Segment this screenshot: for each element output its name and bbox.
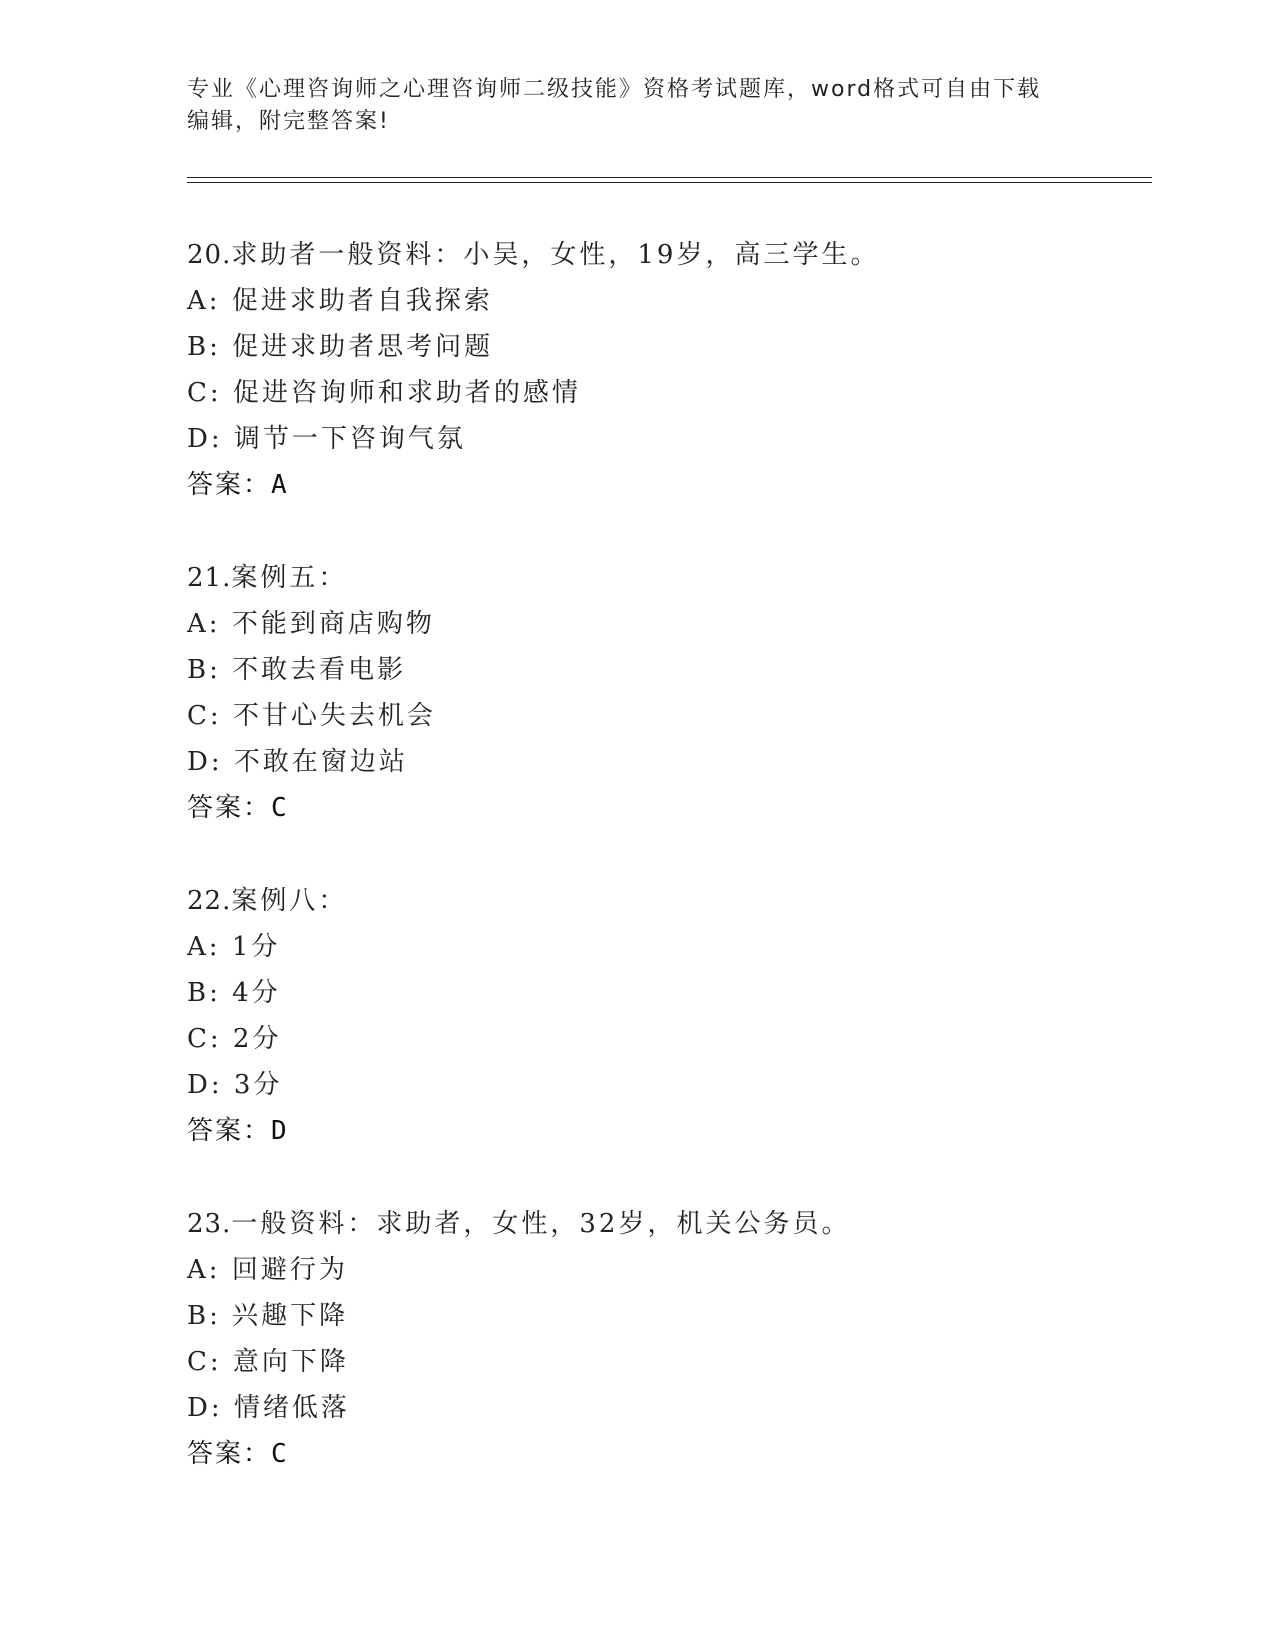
header-divider-bottom [187,182,1152,183]
question-23 [187,1201,1147,1477]
question-number: 21. [187,563,232,593]
option-text: 1分 [231,932,281,962]
question-number: 22. [187,886,232,916]
answer [187,1431,1147,1477]
question-stem [187,232,1147,278]
question-text: 案例五： [231,563,348,593]
option-label: A: [187,932,221,962]
option-label: C: [187,701,222,731]
option-text: 调节一下咨询气氛 [233,424,466,454]
option-d [187,739,1147,785]
option-a [187,924,1147,970]
answer-value: C [271,1439,287,1469]
option-a [187,1247,1147,1293]
option-d [187,1385,1147,1431]
option-b [187,647,1147,693]
document-header [187,74,1087,138]
option-c [187,1339,1147,1385]
option-text: 不敢去看电影 [232,655,407,685]
question-20 [187,232,1147,508]
option-text: 2分 [232,1024,282,1054]
option-label: D: [187,747,223,777]
option-c [187,1016,1147,1062]
option-text: 回避行为 [231,1255,348,1285]
option-b [187,1293,1147,1339]
answer [187,1108,1147,1154]
option-a [187,601,1147,647]
question-stem [187,1201,1147,1247]
question-list [187,232,1147,1524]
option-text: 促进求助者自我探索 [231,286,493,316]
option-c [187,370,1147,416]
option-label: A: [187,286,221,316]
answer-value: C [271,793,287,823]
question-stem [187,555,1147,601]
question-text: 案例八： [231,886,348,916]
option-label: D: [187,424,223,454]
option-text: 不敢在窗边站 [233,747,408,777]
option-d [187,1062,1147,1108]
option-label: D: [187,1070,223,1100]
option-text: 意向下降 [232,1347,349,1377]
answer [187,462,1147,508]
option-b [187,970,1147,1016]
option-label: B: [187,655,221,685]
option-label: D: [187,1393,223,1423]
answer-label: 答案： [187,1439,272,1469]
question-stem [187,878,1147,924]
option-label: B: [187,332,221,362]
option-label: C: [187,1024,222,1054]
option-text: 4分 [232,978,281,1008]
header-line-1: 专业《心理咨询师之心理咨询师二级技能》资格考试题库，word格式可自由下载 [187,77,1042,102]
option-label: B: [187,1301,221,1331]
option-text: 促进求助者思考问题 [232,332,494,362]
answer-label: 答案： [187,470,272,500]
option-text: 不能到商店购物 [231,609,435,639]
option-label: C: [187,378,222,408]
question-text: 求助者一般资料：小吴，女性，19岁，高三学生。 [231,240,880,270]
option-text: 情绪低落 [233,1393,350,1423]
question-number: 20. [187,240,232,270]
question-21 [187,555,1147,831]
header-line-2: 编辑，附完整答案! [187,109,390,134]
header-divider-top [187,177,1152,178]
option-text: 兴趣下降 [232,1301,349,1331]
answer-label: 答案： [187,1116,272,1146]
answer-value: A [271,470,287,500]
option-b [187,324,1147,370]
option-text: 促进咨询师和求助者的感情 [232,378,581,408]
answer [187,785,1147,831]
question-number: 23. [187,1209,232,1239]
option-label: B: [187,978,221,1008]
option-label: C: [187,1347,222,1377]
option-text: 3分 [233,1070,283,1100]
question-text: 一般资料：求助者，女性，32岁，机关公务员。 [231,1209,851,1239]
option-label: A: [187,1255,221,1285]
question-22 [187,878,1147,1154]
answer-value: D [271,1116,287,1146]
option-label: A: [187,609,221,639]
answer-label: 答案： [187,793,272,823]
option-text: 不甘心失去机会 [232,701,436,731]
option-c [187,693,1147,739]
option-a [187,278,1147,324]
option-d [187,416,1147,462]
